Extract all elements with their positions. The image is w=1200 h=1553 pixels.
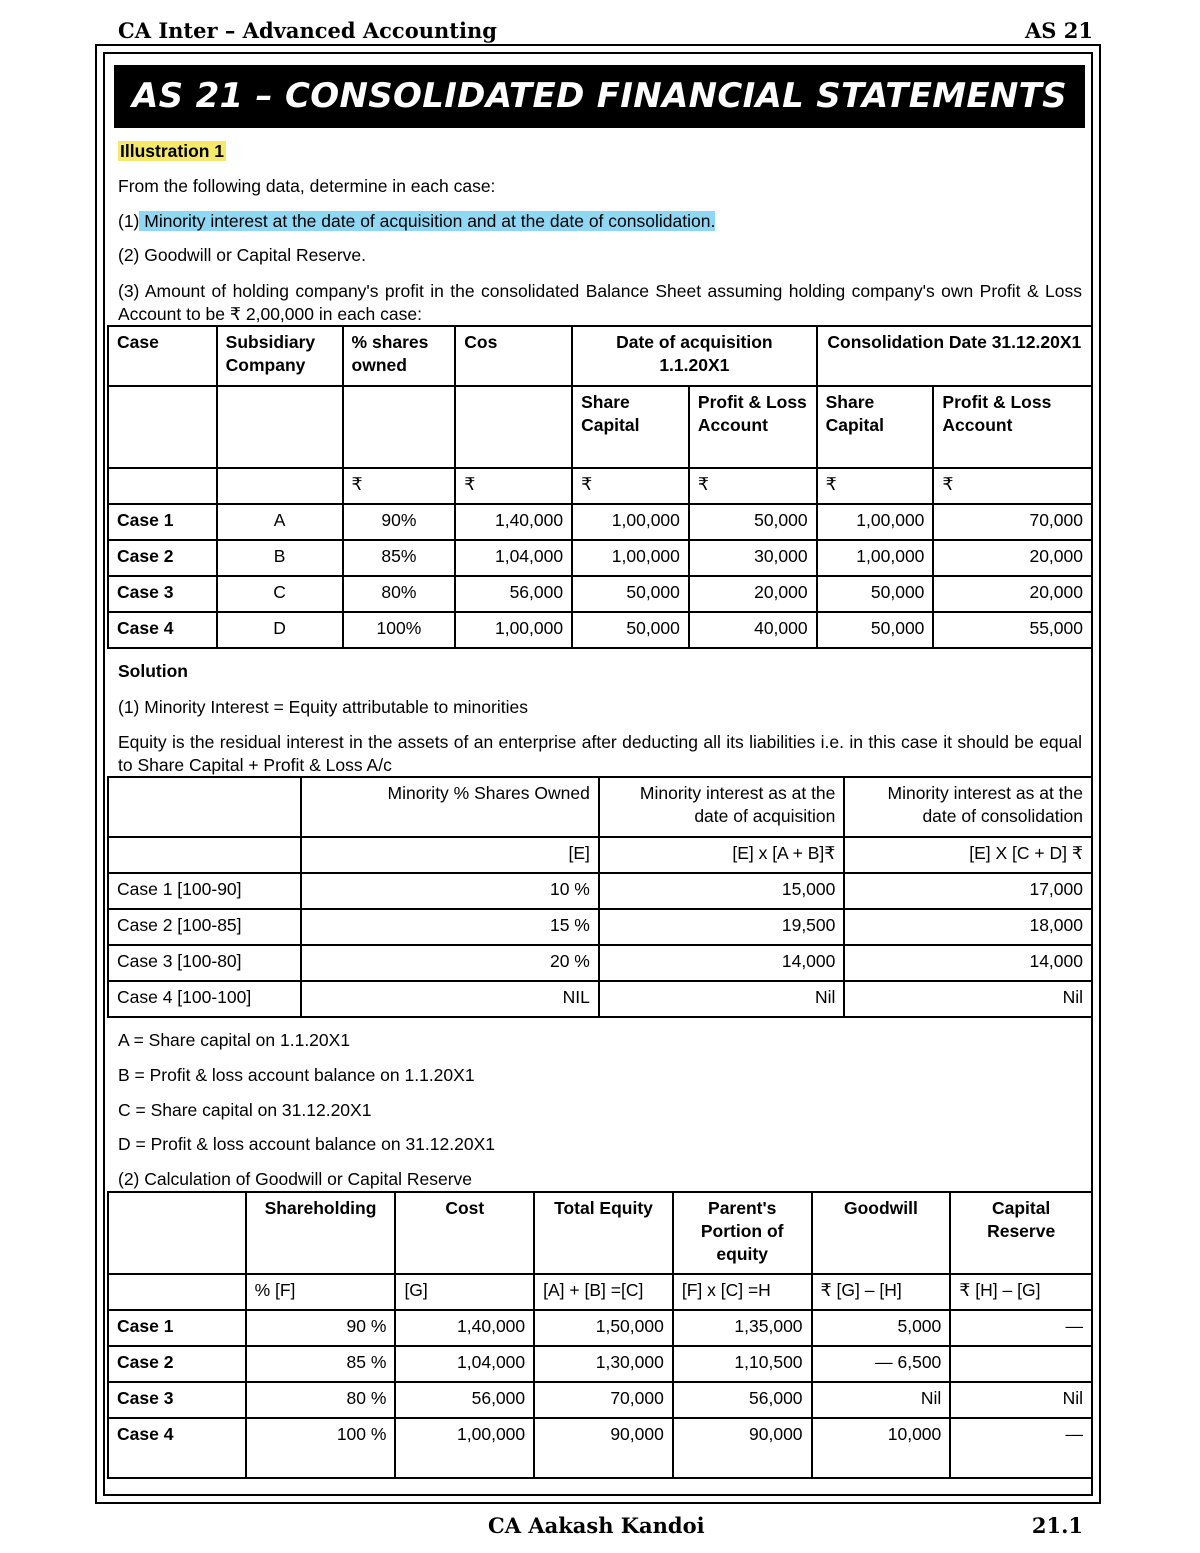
table-row: Case 4 [100-100] NIL Nil Nil	[108, 981, 1092, 1017]
table-row: Case 3 [100-80] 20 % 14,000 14,000	[108, 945, 1092, 981]
shareholding-header: Shareholding	[246, 1192, 396, 1274]
note-b: B = Profit & loss account balance on 1.1.20X1	[118, 1065, 475, 1085]
table-row: Case 1 90 % 1,40,000 1,50,000 1,35,000 5,000 —	[108, 1310, 1092, 1346]
rupee-symbol: ₹	[343, 468, 456, 504]
page-footer	[118, 1513, 1093, 1543]
table-row: Case 4 D 100% 1,00,000 50,000 40,000 50,000 55,000	[108, 612, 1092, 648]
solution-heading: Solution	[118, 661, 188, 681]
table-row: Case 3 80 % 56,000 70,000 56,000 Nil Nil	[108, 1382, 1092, 1418]
question-1: (1) Minority interest at the date of acquisition and at the date of consolidation.	[118, 211, 716, 231]
formula-cons: [E] X [C + D] ₹	[844, 837, 1092, 873]
col-share-capital-cons: Share Capital	[817, 386, 934, 468]
col-pl-cons: Profit & Loss Account	[933, 386, 1092, 468]
col-consolidation-header: Consolidation Date 31.12.20X1	[817, 326, 1092, 386]
rupee-symbol: ₹	[817, 468, 934, 504]
note-c: C = Share capital on 31.12.20X1	[118, 1100, 372, 1120]
note-d: D = Profit & loss account balance on 31.12.20X1	[118, 1134, 495, 1154]
col-case-header: Case	[108, 326, 217, 386]
table-row: Case 2 85 % 1,04,000 1,30,000 1,10,500 — 6,500	[108, 1346, 1092, 1382]
formula-e: [E]	[301, 837, 599, 873]
rupee-symbol: ₹	[689, 468, 817, 504]
rupee-symbol: ₹	[455, 468, 572, 504]
goodwill-table	[107, 1191, 1093, 1479]
table-row: Case 1 [100-90] 10 % 15,000 17,000	[108, 873, 1092, 909]
formula-c: [A] + [B] =[C]	[534, 1274, 673, 1310]
col-share-capital-acq: Share Capital	[572, 386, 689, 468]
minority-table	[107, 776, 1093, 1018]
question-intro: From the following data, determine in each case:	[118, 176, 496, 196]
rupee-symbol: ₹	[572, 468, 689, 504]
total-equity-header: Total Equity	[534, 1192, 673, 1274]
rupee-symbol: ₹	[933, 468, 1092, 504]
table-row: Case 2 B 85% 1,04,000 1,00,000 30,000 1,00,000 20,000	[108, 540, 1092, 576]
formula-acq: [E] x [A + B]₹	[599, 837, 845, 873]
footer-author: CA Aakash Kandoi	[488, 1513, 705, 1538]
question-3: (3) Amount of holding company's profit in the consolidated Balance Sheet assuming holding company's own Profit & Loss Account to be ₹ 2,00,000 in each case:	[118, 281, 1082, 324]
col-pl-acq: Profit & Loss Account	[689, 386, 817, 468]
formula-capital-reserve: ₹ [H] – [G]	[950, 1274, 1092, 1310]
question-2: (2) Goodwill or Capital Reserve.	[118, 245, 367, 265]
col-acquisition-header: Date of acquisition 1.1.20X1	[572, 326, 817, 386]
col-subsidiary-header: Subsidiary Company	[217, 326, 343, 386]
mi-acquisition-header: Minority interest as at the date of acquisition	[599, 777, 845, 837]
capital-reserve-header: Capital Reserve	[950, 1192, 1092, 1274]
note-a: A = Share capital on 1.1.20X1	[118, 1030, 351, 1050]
solution-line-2: Equity is the residual interest in the assets of an enterprise after deducting all its liabilities i.e. in this case it should be equal to Share Capital + Profit & Loss A/c	[118, 732, 1082, 775]
table-row: Case 1 A 90% 1,40,000 1,00,000 50,000 1,00,000 70,000	[108, 504, 1092, 540]
header-subject: CA Inter – Advanced Accounting	[118, 18, 497, 43]
goodwill-header: Goodwill	[812, 1192, 951, 1274]
page-number: 21.1	[1031, 1513, 1083, 1538]
minority-shares-header: Minority % Shares Owned	[301, 777, 599, 837]
cost-header: Cost	[395, 1192, 534, 1274]
formula-g: [G]	[395, 1274, 534, 1310]
table-row: Case 4 100 % 1,00,000 90,000 90,000 10,000 —	[108, 1418, 1092, 1478]
goodwill-heading: (2) Calculation of Goodwill or Capital Reserve	[118, 1169, 473, 1189]
col-cos-header: Cos	[455, 326, 572, 386]
formula-goodwill: ₹ [G] – [H]	[812, 1274, 951, 1310]
illustration-label: Illustration 1	[120, 141, 225, 161]
table-row: Case 3 C 80% 56,000 50,000 20,000 50,000 20,000	[108, 576, 1092, 612]
header-chapter: AS 21	[1025, 18, 1093, 43]
table-row: Case 2 [100-85] 15 % 19,500 18,000	[108, 909, 1092, 945]
mi-consolidation-header: Minority interest as at the date of consolidation	[844, 777, 1092, 837]
solution-line-1: (1) Minority Interest = Equity attributable to minorities	[118, 697, 528, 717]
parent-portion-header: Parent's Portion of equity	[673, 1192, 812, 1274]
col-shares-header: % shares owned	[343, 326, 456, 386]
page-title: AS 21 – CONSOLIDATED FINANCIAL STATEMENTS	[114, 65, 1085, 128]
data-table	[107, 325, 1093, 649]
formula-h: [F] x [C] =H	[673, 1274, 812, 1310]
formula-f: % [F]	[246, 1274, 396, 1310]
